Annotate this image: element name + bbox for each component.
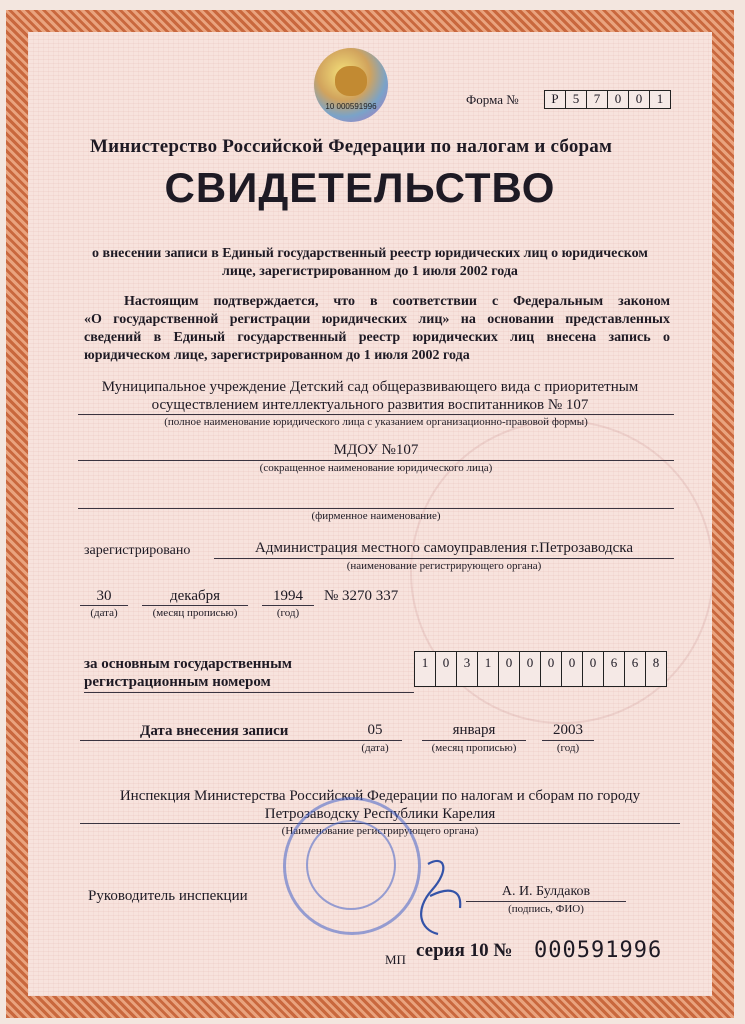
registering-authority-underline [214,558,674,559]
ogrn-cell: 1 [415,652,436,686]
body-line-1: Настоящим подтверждается, что в соответствии с Федеральным законом [124,294,670,309]
firm-name-underline [78,508,674,509]
entry-date-label: Дата внесения записи [140,723,289,739]
full-name-underline [78,414,674,415]
ogrn-cell: 6 [604,652,625,686]
entry-day: 05 [367,722,383,738]
registered-label: зарегистрировано [84,543,191,558]
form-cell: 1 [656,91,664,106]
ogrn-cell: 0 [499,652,520,686]
ministry-title: Министерство Российской Федерации по налогам и сборам [90,136,613,157]
series-label: серия 10 № [416,940,513,961]
ogrn-cell: 8 [652,655,660,670]
entry-year-underline [542,740,594,741]
full-name-caption: (полное наименование юридического лица с указанием организационно-правовой формы) [164,416,588,428]
form-cell: Р [545,91,566,108]
entry-year-caption: (год) [556,742,580,754]
inspection-line-2: Петрозаводску Республики Карелия [264,806,496,822]
registration-number: № 3270 337 [324,588,399,604]
hologram-emblem [314,48,388,122]
ogrn-cell: 0 [562,652,583,686]
head-caption: (подпись, ФИО) [508,903,584,915]
full-name-line-2: осуществлением интеллектуального развития воспитанников № 107 [151,397,589,413]
head-name-underline [466,901,626,902]
subtitle-line-1: о внесении записи в Единый государственный реестр юридических лиц о юридическом [92,246,648,261]
seal-place-label: МП [385,952,406,967]
signature [400,850,490,940]
entry-month-underline [422,740,526,741]
ogrn-cell: 0 [436,652,457,686]
body-line-3: сведений в Единый государственный реестр юридических лиц внесена запись о [84,330,670,345]
form-cell: 7 [587,91,608,108]
ogrn-number-cells [414,651,667,687]
entry-month-caption: (месяц прописью) [431,742,517,754]
short-name: МДОУ №107 [333,442,419,458]
short-name-underline [78,460,674,461]
hologram-number: 10 000591996 [325,102,377,111]
registering-authority: Администрация местного самоуправления г.Петрозаводска [254,540,633,556]
ogrn-cell: 1 [478,652,499,686]
ogrn-label-line-1: за основным государственным [84,656,293,672]
full-name-line-1: Муниципальное учреждение Детский сад общеразвивающего вида с приоритетным [101,379,639,395]
registration-month: декабря [169,588,221,604]
firm-name-caption: (фирменное наименование) [311,510,441,522]
body-line-2: «О государственной регистрации юридических лиц» на основании представленных [84,312,670,327]
short-name-caption: (сокращенное наименование юридического лица) [259,462,493,474]
registration-month-underline [142,605,248,606]
registering-authority-caption: (наименование регистрирующего органа) [346,560,542,572]
series-number: 000591996 [534,938,663,963]
seal-emblem [306,820,396,910]
head-label: Руководитель инспекции [88,888,248,904]
ogrn-label-underline [84,692,414,693]
inspection-caption: (Наименование регистрирующего органа) [281,825,479,837]
registration-month-caption: (месяц прописью) [152,607,238,619]
ogrn-cell: 0 [541,652,562,686]
form-cell: 0 [608,91,629,108]
form-label: Форма № [466,92,519,107]
entry-year: 2003 [553,722,583,738]
registration-year: 1994 [273,588,303,604]
registration-day-caption: (дата) [90,607,118,619]
head-name: А. И. Булдаков [501,884,591,899]
entry-date-label-underline [80,740,402,741]
form-cell: 5 [566,91,587,108]
ogrn-label-line-2: регистрационным номером [84,674,271,690]
registration-day: 30 [96,588,112,604]
ogrn-cell: 3 [457,652,478,686]
inspection-line-1: Инспекция Министерства Российской Федерации по налогам и сборам по городу [119,788,641,804]
ogrn-cell: 0 [520,652,541,686]
form-cell: 0 [629,91,650,108]
body-line-4: юридическом лице, зарегистрированном до 1 июля 2002 года [84,348,470,363]
ogrn-cell: 0 [583,652,604,686]
registration-year-caption: (год) [276,607,300,619]
registration-year-underline [262,605,314,606]
entry-day-caption: (дата) [361,742,389,754]
eagle-icon [335,66,367,96]
subtitle-line-2: лице, зарегистрированном до 1 июля 2002 года [222,264,518,279]
document-title: СВИДЕТЕЛЬСТВО [164,164,556,211]
registration-day-underline [80,605,128,606]
form-number-cells [544,90,671,109]
ogrn-cell: 6 [625,652,646,686]
entry-month: января [452,722,496,738]
